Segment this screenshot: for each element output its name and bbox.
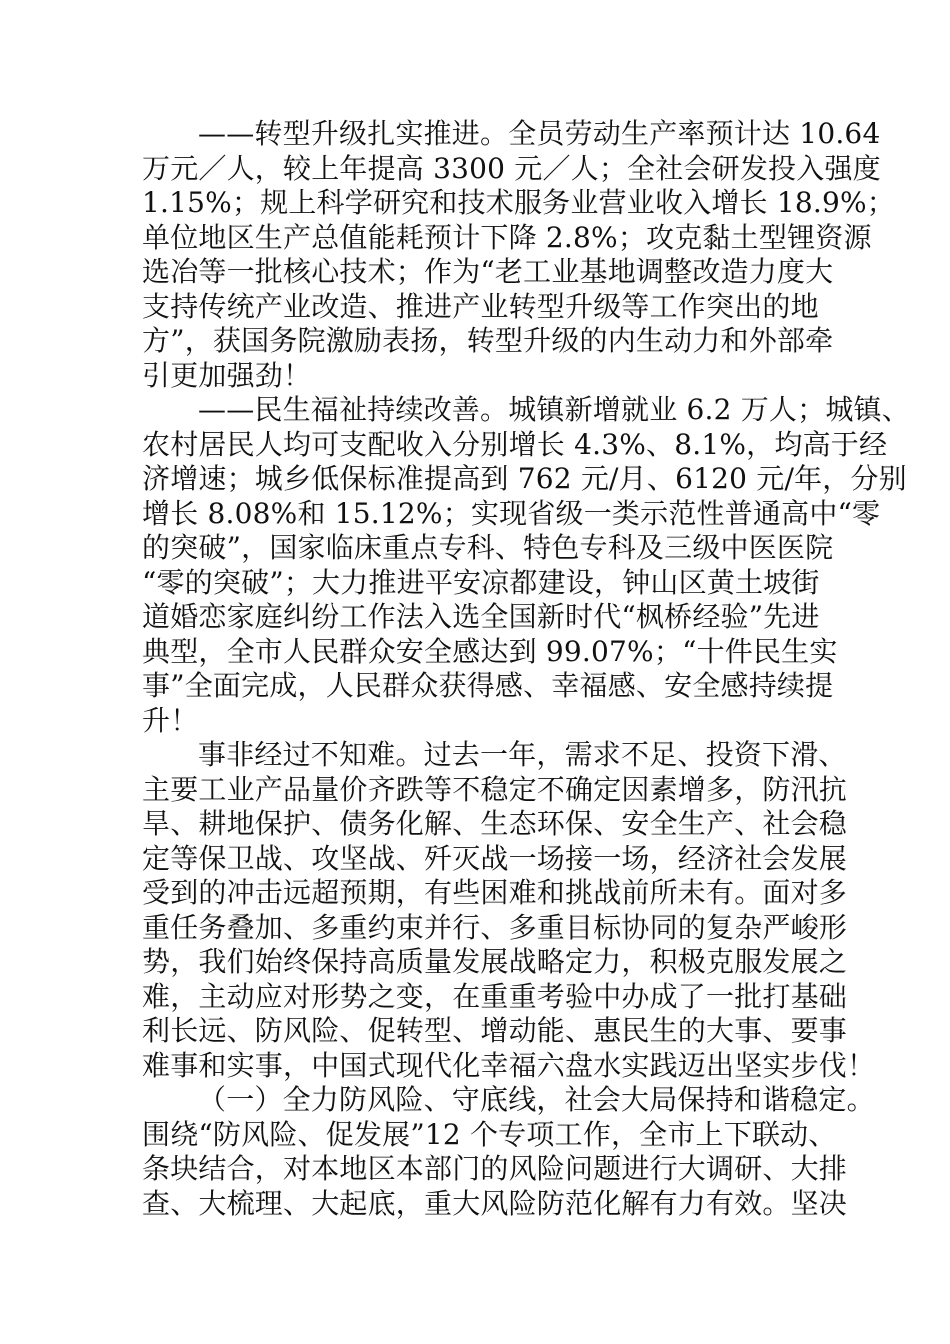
text-line: 增长 8.08%和 15.12%；实现省级一类示范性普通高中“零 — [142, 496, 881, 530]
text-line: 受到的冲击远超预期，有些困难和挑战前所未有。面对多 — [142, 876, 848, 909]
text-line: 事”全面完成，人民群众获得感、幸福感、安全感持续提 — [142, 669, 834, 702]
text-line: 旱、耕地保护、债务化解、生态环保、安全生产、社会稳 — [142, 807, 848, 840]
text-line: 支持传统产业改造、推进产业转型升级等工作突出的地 — [142, 289, 819, 323]
paragraph-transformation-upgrade — [142, 117, 896, 393]
text-line: 重任务叠加、多重约束并行、多重目标协同的复杂严峻形 — [142, 910, 848, 944]
text-line: 选冶等一批核心技术；作为“老工业基地调整改造力度大 — [142, 255, 834, 288]
text-line: 济增速；城乡低保标准提高到 762 元/月、6120 元/年，分别 — [142, 462, 907, 495]
text-line: 单位地区生产总值能耗预计下降 2.8%；攻克黏土型锂资源 — [142, 220, 872, 254]
text-line: “零的突破”；大力推进平安凉都建设，钟山区黄土坡街 — [142, 565, 820, 599]
text-line: 方”，获国务院激励表扬，转型升级的内生动力和外部牵 — [142, 324, 834, 357]
paragraph-livelihood — [142, 393, 910, 738]
text-line: 的突破”，国家临床重点专科、特色专科及三级中医医院 — [142, 531, 834, 564]
paragraph-risk-prevention — [142, 1083, 875, 1221]
text-line: 围绕“防风险、促发展”12 个专项工作，全市上下联动、 — [142, 1117, 837, 1151]
text-line: 定等保卫战、攻坚战、歼灭战一场接一场，经济社会发展 — [142, 841, 848, 875]
text-line: 查、大梳理、大起底，重大风险防范化解有力有效。坚决 — [142, 1186, 848, 1220]
text-line: 农村居民人均可支配收入分别增长 4.3%、8.1%，均高于经 — [142, 427, 888, 461]
text-line: ——转型升级扎实推进。全员劳动生产率预计达 10.64 — [198, 117, 881, 150]
text-line: 引更加强劲！ — [142, 358, 312, 392]
section-heading-line: （一）全力防风险、守底线，社会大局保持和谐稳定。 — [198, 1083, 875, 1116]
text-line: 利长远、防风险、促转型、增动能、惠民生的大事、要事 — [142, 1014, 848, 1047]
text-line: 难，主动应对形势之变，在重重考验中办成了一批打基础 — [142, 979, 848, 1013]
text-line: 道婚恋家庭纠纷工作法入选全国新时代“枫桥经验”先进 — [142, 600, 820, 633]
text-line: 势，我们始终保持高质量发展战略定力，积极克服发展之 — [142, 945, 848, 978]
text-line: 典型，全市人民群众安全感达到 99.07%；“十件民生实 — [142, 634, 838, 668]
text-line: 条块结合，对本地区本部门的风险问题进行大调研、大排 — [142, 1152, 848, 1185]
text-line: ——民生福祉持续改善。城镇新增就业 6.2 万人；城镇、 — [198, 393, 910, 426]
text-line: 1.15%；规上科学研究和技术服务业营业收入增长 18.9%； — [142, 186, 896, 219]
paragraph-difficulties — [142, 738, 876, 1083]
text-line: 万元／人，较上年提高 3300 元／人；全社会研发投入强度 — [142, 151, 881, 185]
text-line: 事非经过不知难。过去一年，需求不足、投资下滑、 — [198, 738, 847, 771]
text-line: 难事和实事，中国式现代化幸福六盘水实践迈出坚实步伐！ — [142, 1048, 876, 1082]
text-line: 升！ — [142, 703, 199, 737]
text-line: 主要工业产品量价齐跌等不稳定不确定因素增多，防汛抗 — [142, 772, 848, 806]
document-body — [142, 117, 910, 1221]
